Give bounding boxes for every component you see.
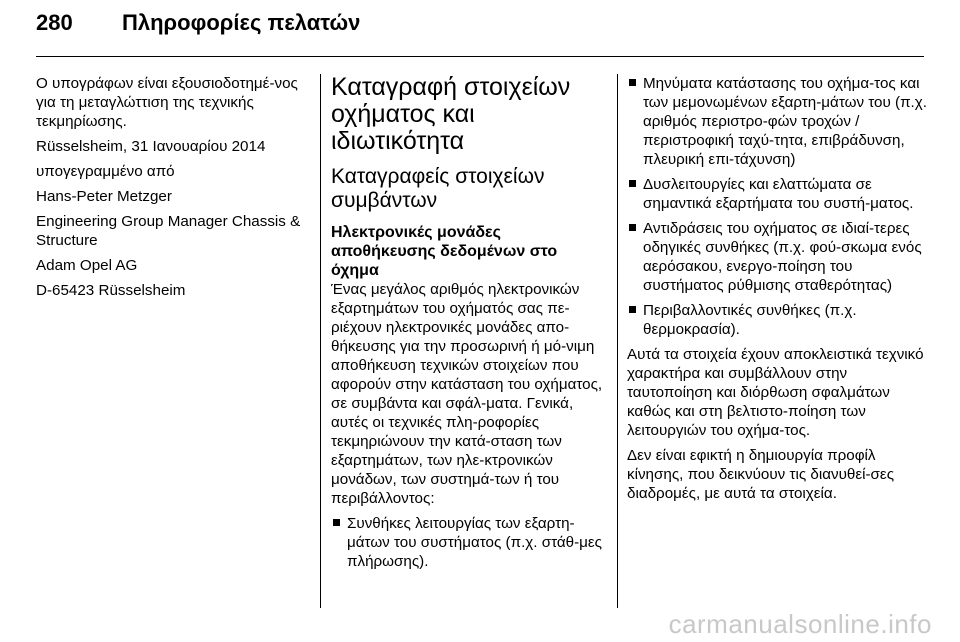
- signatory-name: Hans-Peter Metzger: [36, 188, 172, 205]
- authorization-paragraph: Ο υπογράφων είναι εξουσιοδοτημέ-νος για τη μεταγλώττιση της τεχνικής τεκμηρίωσης.: [36, 75, 298, 130]
- body-paragraph: Δεν είναι εφικτή η δημιουργία προφίλ κίνησης, που δεικνύουν τις διανυθεί-σες διαδρομές, με αυτά τα στοιχεία.: [627, 447, 895, 502]
- list-item: Δυσλειτουργίες και ελαττώματα σε σημαντικά εξαρτήματα του συστή-ματος.: [627, 175, 927, 213]
- body-paragraph: Αυτά τα στοιχεία έχουν αποκλειστικά τεχνικό χαρακτήρα και συμβάλλουν στην ταυτοποίηση και διόρθωση σφαλμάτων καθώς και στη βελτιστο-ποίηση των λειτουργιών του οχήμα-τος.: [627, 346, 924, 439]
- column-divider-2: [617, 74, 618, 608]
- watermark: carmanualsonline.info: [668, 609, 932, 639]
- header-rule: [36, 56, 924, 57]
- bullet-list: [627, 74, 927, 339]
- signed-by-label: υπογεγραμμένο από: [36, 163, 175, 180]
- page-title: Πληροφορίες πελατών: [122, 10, 361, 35]
- section-heading: Καταγραφή στοιχείων οχήματος και ιδιωτικότητα: [331, 73, 571, 155]
- company-address: D-65423 Rüsselsheim: [36, 282, 186, 299]
- page-header: [36, 10, 360, 46]
- column-divider-1: [320, 74, 321, 608]
- body-paragraph: Ένας μεγάλος αριθμός ηλεκτρονικών εξαρτημάτων του οχήματός σας πε-ριέχουν ηλεκτρονικές μονάδες απο-θήκευσης για την προσωρινή ή μό-νιμη αποθήκευση τεχνικών στοιχείων που αφορούν στην κατάσταση του οχήματος, σε συμβάντα και σφάλ-ματα. Γενικά, αυτές οι τεχνικές πλη-ροφορίες τεκμηριώνουν την κατά-σταση των εξαρτημάτων, των ηλε-κτρονικών μονάδων, των συστημά-των ή του περιβάλλοντος:: [331, 281, 603, 507]
- place-date: Rüsselsheim, 31 Ιανουαρίου 2014: [36, 138, 266, 155]
- list-item: Περιβαλλοντικές συνθήκες (π.χ. θερμοκρασία).: [627, 301, 927, 339]
- list-item: Αντιδράσεις του οχήματος σε ιδιαί-τερες οδηγικές συνθήκες (π.χ. φού-σκωμα ενός αερόσακου, ενεργο-ποίηση του συστήματος ρύθμισης σταθερότητας): [627, 219, 927, 295]
- bullet-list: [331, 514, 603, 571]
- sub-subsection-heading: Ηλεκτρονικές μονάδες αποθήκευσης δεδομένων στο όχημα: [331, 224, 558, 279]
- signatory-position: Engineering Group Manager Chassis & Structure: [36, 213, 301, 249]
- subsection-heading: Καταγραφείς στοιχείων συμβάντων: [331, 165, 545, 212]
- column-2: [331, 74, 603, 577]
- company-name: Adam Opel AG: [36, 257, 138, 274]
- column-1: [36, 74, 304, 306]
- list-item: Συνθήκες λειτουργίας των εξαρτη-μάτων του συστήματος (π.χ. στάθ-μες πλήρωσης).: [331, 514, 603, 571]
- list-item: Μηνύματα κατάστασης του οχήμα-τος και των μεμονωμένων εξαρτη-μάτων του (π.χ. αριθμός περιστρο-φών τροχών / περιστροφική ταχύ-τητα, επιβράδυνση, πλευρική επι-τάχυνση): [627, 74, 927, 169]
- page-number: 280: [36, 10, 73, 35]
- column-3: [627, 74, 927, 509]
